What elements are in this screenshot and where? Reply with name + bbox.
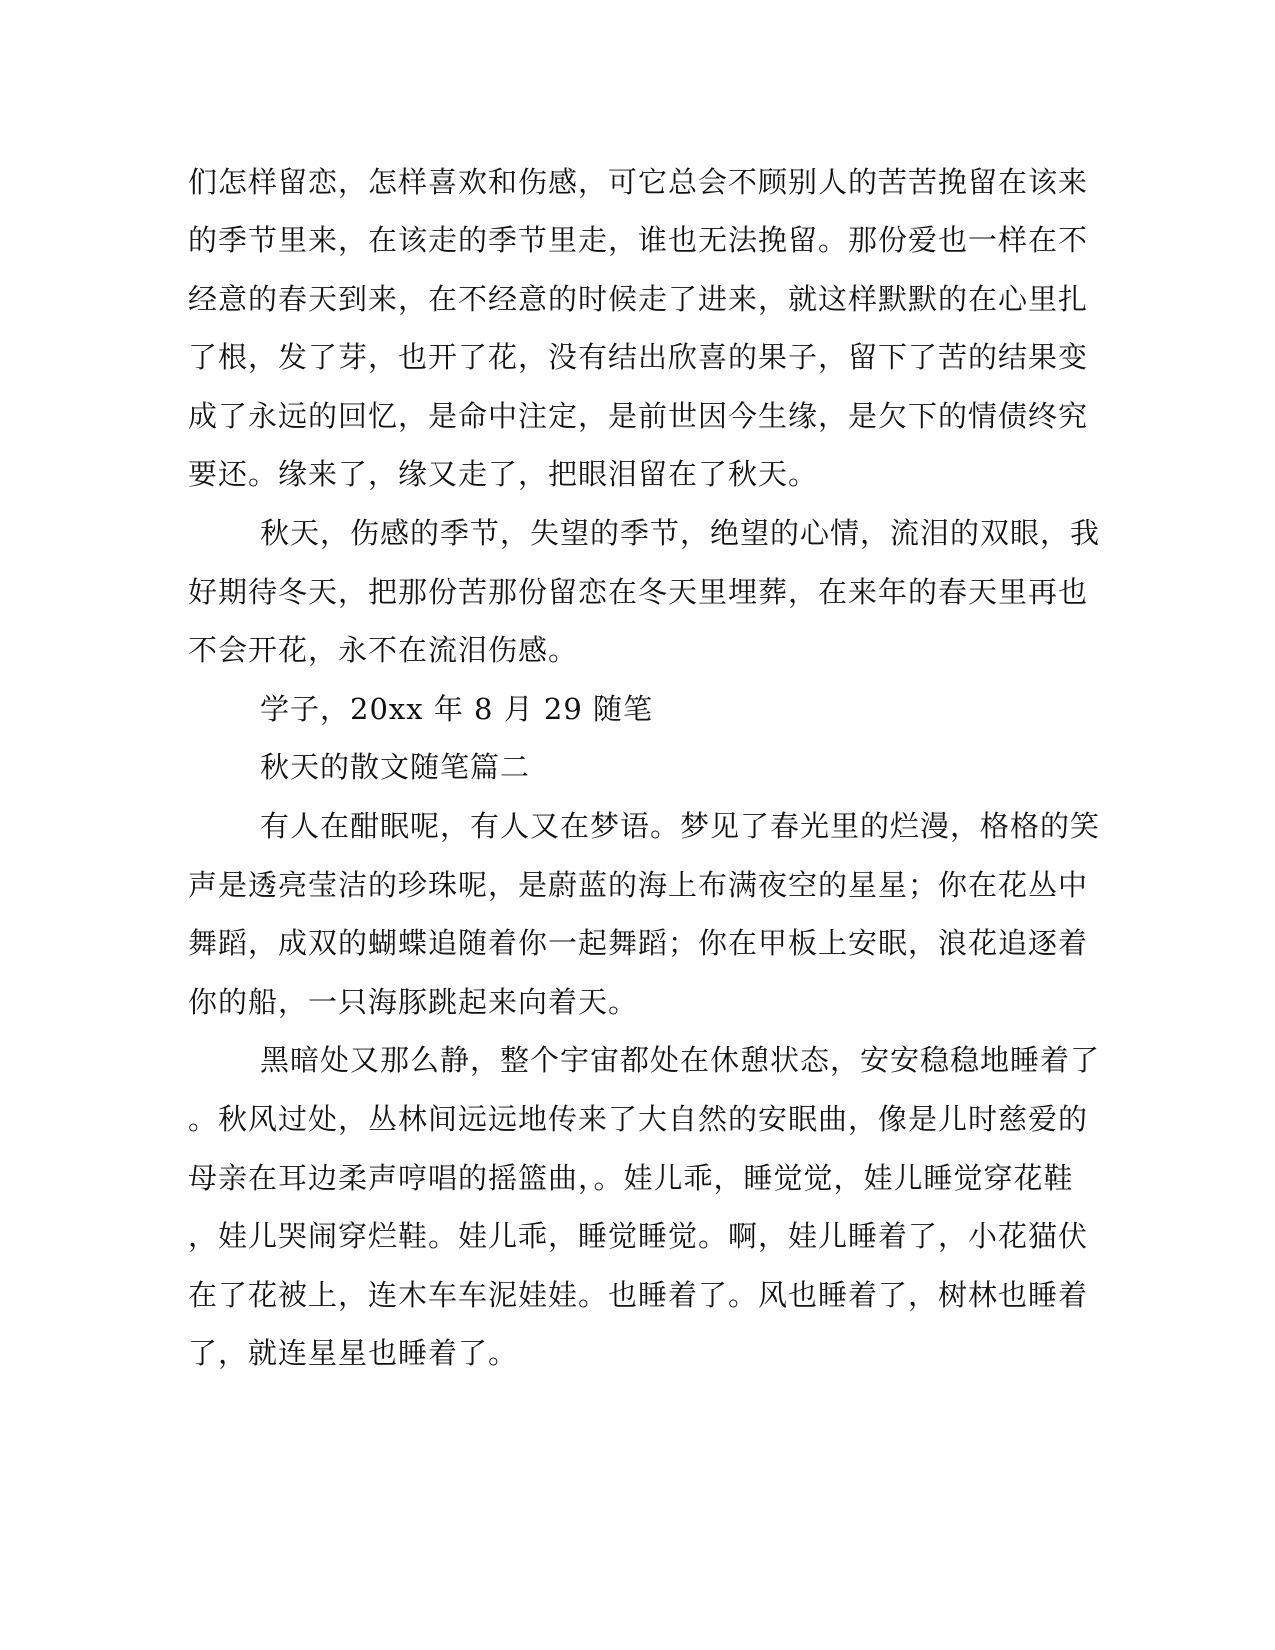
paragraph-2-line-3: 不会开花，永不在流泪伤感。 xyxy=(188,633,579,667)
paragraph-1-line-5: 成了永远的回忆，是命中注定，是前世因今生缘，是欠下的情债终究 xyxy=(188,399,1089,433)
paragraph-3-line-1: 有人在酣眠呢，有人又在梦语。梦见了春光里的烂漫，格格的笑 xyxy=(260,809,1101,843)
paragraph-1-line-2: 的季节里来，在该走的季节里走，谁也无法挽留。那份爱也一样在不 xyxy=(188,223,1089,257)
paragraph-3-line-2: 声是透亮莹洁的珍珠呢，是蔚蓝的海上布满夜空的星星；你在花丛中 xyxy=(188,868,1089,902)
paragraph-1-line-4: 了根，发了芽，也开了花，没有结出欣喜的果子，留下了苦的结果变 xyxy=(188,340,1089,374)
paragraph-4-line-1: 黑暗处又那么静，整个宇宙都处在休憩状态，安安稳稳地睡着了 xyxy=(260,1043,1101,1077)
paragraph-4-line-5: 在了花被上，连木车车泥娃娃。也睡着了。风也睡着了，树林也睡着 xyxy=(188,1278,1089,1312)
signature-line: 学子，20xx 年 8 月 29 随笔 xyxy=(260,692,654,726)
paragraph-1-line-1: 们怎样留恋，怎样喜欢和伤感，可它总会不顾别人的苦苦挽留在该来 xyxy=(188,165,1089,199)
paragraph-1-line-6: 要还。缘来了，缘又走了，把眼泪留在了秋天。 xyxy=(188,457,819,491)
paragraph-4-line-3: 母亲在耳边柔声哼唱的摇篮曲，。娃儿乖，睡觉觉，娃儿睡觉穿花鞋 xyxy=(188,1161,1074,1195)
paragraph-3-line-4: 你的船，一只海豚跳起来向着天。 xyxy=(188,985,639,1019)
paragraph-2-line-1: 秋天，伤感的季节，失望的季节，绝望的心情，流泪的双眼，我 xyxy=(260,516,1101,550)
paragraph-1-line-3: 经意的春天到来，在不经意的时候走了进来，就这样默默的在心里扎 xyxy=(188,282,1089,316)
section-title: 秋天的散文随笔篇二 xyxy=(260,750,531,784)
paragraph-4-line-2: 。秋风过处，丛林间远远地传来了大自然的安眠曲，像是儿时慈爱的 xyxy=(188,1102,1089,1136)
paragraph-2-line-2: 好期待冬天，把那份苦那份留恋在冬天里埋葬，在来年的春天里再也 xyxy=(188,575,1089,609)
paragraph-4-line-4: ，娃儿哭闹穿烂鞋。娃儿乖，睡觉睡觉。啊，娃儿睡着了，小花猫伏 xyxy=(188,1219,1089,1253)
paragraph-3-line-3: 舞蹈，成双的蝴蝶追随着你一起舞蹈；你在甲板上安眠，浪花追逐着 xyxy=(188,926,1089,960)
paragraph-4-line-6: 了，就连星星也睡着了。 xyxy=(188,1336,519,1370)
